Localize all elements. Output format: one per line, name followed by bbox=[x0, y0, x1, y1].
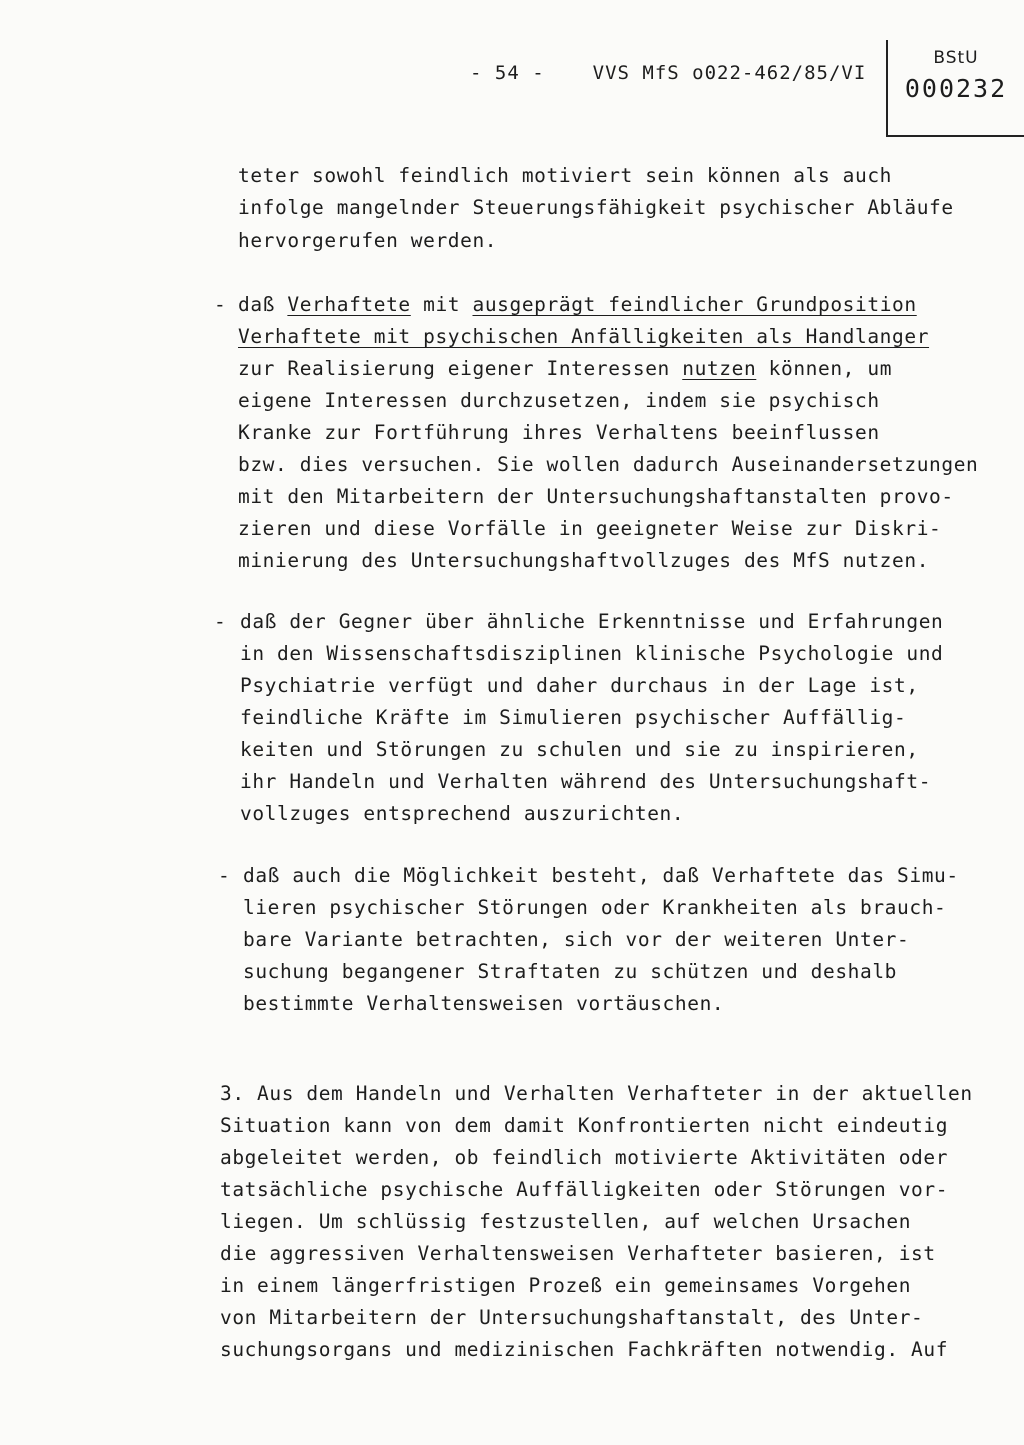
underlined-term: Verhaftete bbox=[287, 293, 411, 316]
bullet-dash: - bbox=[218, 864, 230, 887]
text-line: abgeleitet werden, ob feindlich motivierte Aktivitäten oder bbox=[220, 1146, 949, 1169]
text-line: liegen. Um schlüssig festzustellen, auf welchen Ursachen bbox=[220, 1210, 912, 1233]
text-line: Kranke zur Fortführung ihres Verhaltens beeinflussen bbox=[238, 421, 880, 444]
archive-stamp bbox=[886, 40, 1024, 137]
text-line: daß Verhaftete mit ausgeprägt feindlicher Grundposition bbox=[238, 293, 917, 316]
underlined-term: ausgeprägt feindlicher Grundposition bbox=[472, 293, 917, 316]
text-line: bzw. dies versuchen. Sie wollen dadurch Auseinandersetzungen bbox=[238, 453, 979, 476]
text-line: infolge mangelnder Steuerungsfähigkeit psychischer Abläufe bbox=[238, 196, 954, 219]
underlined-term: nutzen bbox=[682, 357, 757, 380]
stamp-number: 000232 bbox=[904, 74, 1008, 103]
text-line: teter sowohl feindlich motiviert sein können als auch bbox=[238, 164, 893, 187]
document-reference: VVS MfS o022-462/85/VI bbox=[592, 62, 867, 84]
bullet-dash: - bbox=[214, 293, 226, 316]
text-line: suchungsorgans und medizinischen Fachkräften notwendig. Auf bbox=[220, 1338, 949, 1361]
text-line: Psychiatrie verfügt und daher durchaus in der Lage ist, bbox=[240, 674, 919, 697]
text-line: die aggressiven Verhaltensweisen Verhafteter basieren, ist bbox=[220, 1242, 936, 1265]
text-line: daß der Gegner über ähnliche Erkenntnisse und Erfahrungen bbox=[240, 610, 944, 633]
text-line: Situation kann von dem damit Konfrontierten nicht eindeutig bbox=[220, 1114, 949, 1137]
text-line bbox=[238, 325, 929, 348]
text-line: von Mitarbeitern der Untersuchungshaftanstalt, des Unter- bbox=[220, 1306, 924, 1329]
text-line: feindliche Kräfte im Simulieren psychischer Auffällig- bbox=[240, 706, 907, 729]
text-line: vollzuges entsprechend auszurichten. bbox=[240, 802, 685, 825]
text-line: eigene Interessen durchzusetzen, indem sie psychisch bbox=[238, 389, 880, 412]
bullet-dash: - bbox=[214, 610, 226, 633]
text-line: in einem längerfristigen Prozeß ein gemeinsames Vorgehen bbox=[220, 1274, 912, 1297]
text-line: 3. Aus dem Handeln und Verhalten Verhafteter in der aktuellen bbox=[220, 1082, 973, 1105]
page-number: - 54 - bbox=[470, 62, 545, 84]
stamp-org: BStU bbox=[933, 48, 979, 68]
text-line: ihr Handeln und Verhalten während des Untersuchungshaft- bbox=[240, 770, 932, 793]
text-line: bestimmte Verhaltensweisen vortäuschen. bbox=[243, 992, 725, 1015]
text-line: daß auch die Möglichkeit besteht, daß Verhaftete das Simu- bbox=[243, 864, 959, 887]
text-line: tatsächliche psychische Auffälligkeiten oder Störungen vor- bbox=[220, 1178, 949, 1201]
text-line: zieren und diese Vorfälle in geeigneter Weise zur Diskri- bbox=[238, 517, 942, 540]
underlined-term: Verhaftete mit psychischen Anfälligkeiten als Handlanger bbox=[238, 325, 930, 348]
text-line: minierung des Untersuchungshaftvollzuges des MfS nutzen. bbox=[238, 549, 930, 572]
page-header bbox=[470, 62, 866, 84]
text-line: bare Variante betrachten, sich vor der weiteren Unter- bbox=[243, 928, 910, 951]
text-line: mit den Mitarbeitern der Untersuchungshaftanstalten provo- bbox=[238, 485, 954, 508]
text-line: in den Wissenschaftsdisziplinen klinische Psychologie und bbox=[240, 642, 944, 665]
text-line: zur Realisierung eigener Interessen nutzen können, um bbox=[238, 357, 893, 380]
text-line: lieren psychischer Störungen oder Krankheiten als brauch- bbox=[243, 896, 947, 919]
text-line: hervorgerufen werden. bbox=[238, 229, 498, 252]
text-line: suchung begangener Straftaten zu schützen und deshalb bbox=[243, 960, 898, 983]
text-line: keiten und Störungen zu schulen und sie zu inspirieren, bbox=[240, 738, 919, 761]
